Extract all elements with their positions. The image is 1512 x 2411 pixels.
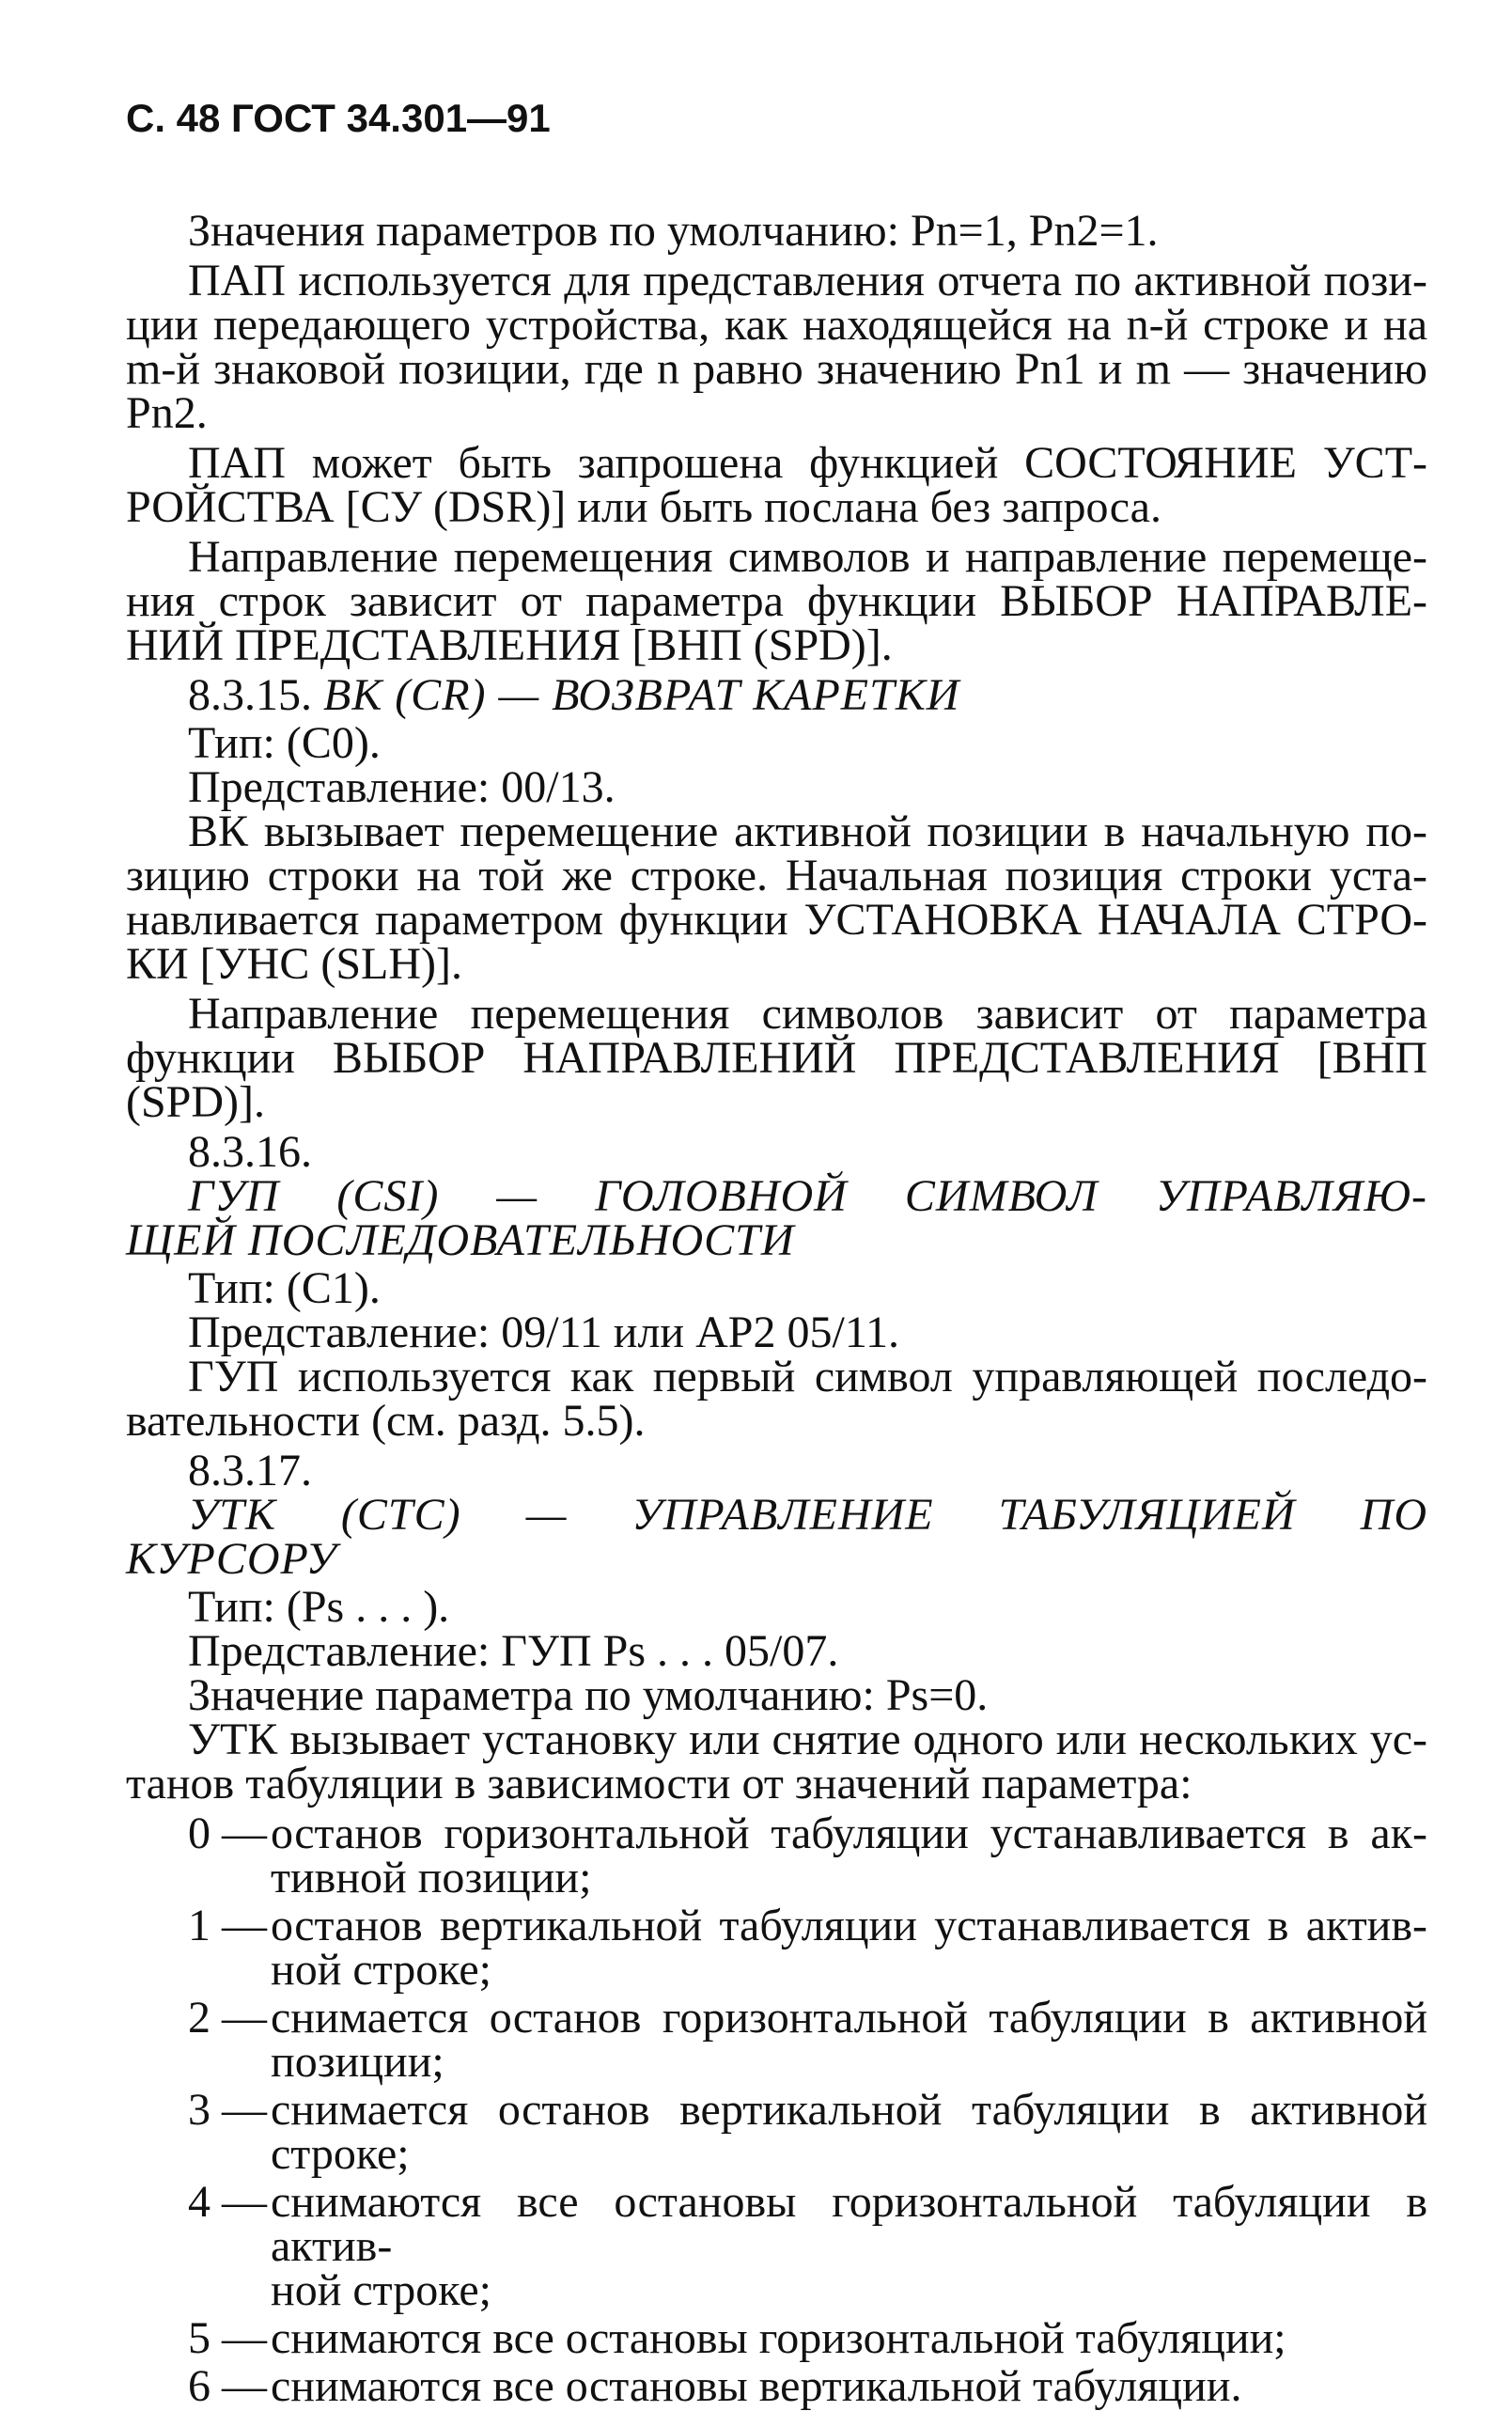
parameter-values-list [126,1808,1427,2411]
list-item: 4 — снимаются все остановы горизонтальной табуляции в актив- ной строке; [188,2177,1427,2315]
list-item: 6 — снимаются все остановы вертикальной табуляции. [188,2361,1242,2411]
section-representation: Представление: 00/13. [188,762,616,812]
list-item: 2 — снимается останов горизонтальной табуляции в активной позиции; [188,1993,1427,2087]
default-values-paragraph: Значения параметров по умолчанию: Pn=1, Pn2=1. [188,206,1159,256]
section-title-8-3-16: 8.3.16. ГУП (CSI) — ГОЛОВНОЙ СИМВОЛ УПРАВЛЯЮ- ЩЕЙ ПОСЛЕДОВАТЕЛЬНОСТИ [126,1127,1427,1265]
section-representation: Представление: 09/11 или AP2 05/11. [188,1307,900,1357]
direction-paragraph: Направление перемещения символов и направление перемеще- ния строк зависит от параметра функции ВЫБОР НАПРАВЛЕ- НИЙ ПРЕДСТАВЛЕНИЯ [ВНП (SPD)]. [126,532,1427,670]
pap-request-paragraph: ПАП может быть запрошена функцией СОСТОЯНИЕ УСТ- РОЙСТВА [СУ (DSR)] или быть послана без запроса. [126,438,1427,532]
section-default-value: Значение параметра по умолчанию: Ps=0. [188,1670,989,1720]
cr-description-paragraph: ВК вызывает перемещение активной позиции в начальную по- зицию строки на той же строке. Начальная позиция строки уста- навливается параметром функции УСТАНОВКА НАЧАЛА СТРО- КИ [УНС (SLH)]. [126,806,1427,989]
pap-usage-paragraph: ПАП используется для представления отчета по активной пози- ции передающего устройства, как находящейся на n-й строке и на m-й знаковой позиции, где n равно значению Pn1 и m — значению Pn2. [126,256,1427,438]
list-item: 0 — останов горизонтальной табуляции устанавливается в ак- тивной позиции; [188,1808,1427,1902]
list-item: 5 — снимаются все остановы горизонтальной табуляции; [188,2313,1286,2363]
csi-description-paragraph: ГУП используется как первый символ управляющей последо- вательности (см. разд. 5.5). [126,1352,1427,1446]
section-title-8-3-17: 8.3.17. УТК (CTC) — УПРАВЛЕНИЕ ТАБУЛЯЦИЕЙ ПО КУРСОРУ [126,1446,1427,1584]
section-type: Тип: (C1). [188,1263,381,1313]
section-title-8-3-15: 8.3.15. ВК (CR) — ВОЗВРАТ КАРЕТКИ [188,670,960,720]
page-header: С. 48 ГОСТ 34.301—91 [126,96,551,140]
section-type: Тип: (C0). [188,718,381,768]
section-type: Тип: (Ps . . . ). [188,1582,450,1632]
section-representation: Представление: ГУП Ps . . . 05/07. [188,1626,839,1676]
cr-direction-paragraph: Направление перемещения символов зависит от параметра функции ВЫБОР НАПРАВЛЕНИЙ ПРЕДСТАВЛЕНИЯ [ВНП (SPD)]. [126,989,1427,1127]
list-item: 3 — снимается останов вертикальной табуляции в активной строке; [188,2085,1427,2179]
ctc-description-paragraph: УТК вызывает установку или снятие одного или нескольких ус- танов табуляции в зависимости от значений параметра: [126,1714,1427,1808]
list-item: 1 — останов вертикальной табуляции устанавливается в актив- ной строке; [188,1901,1427,1995]
